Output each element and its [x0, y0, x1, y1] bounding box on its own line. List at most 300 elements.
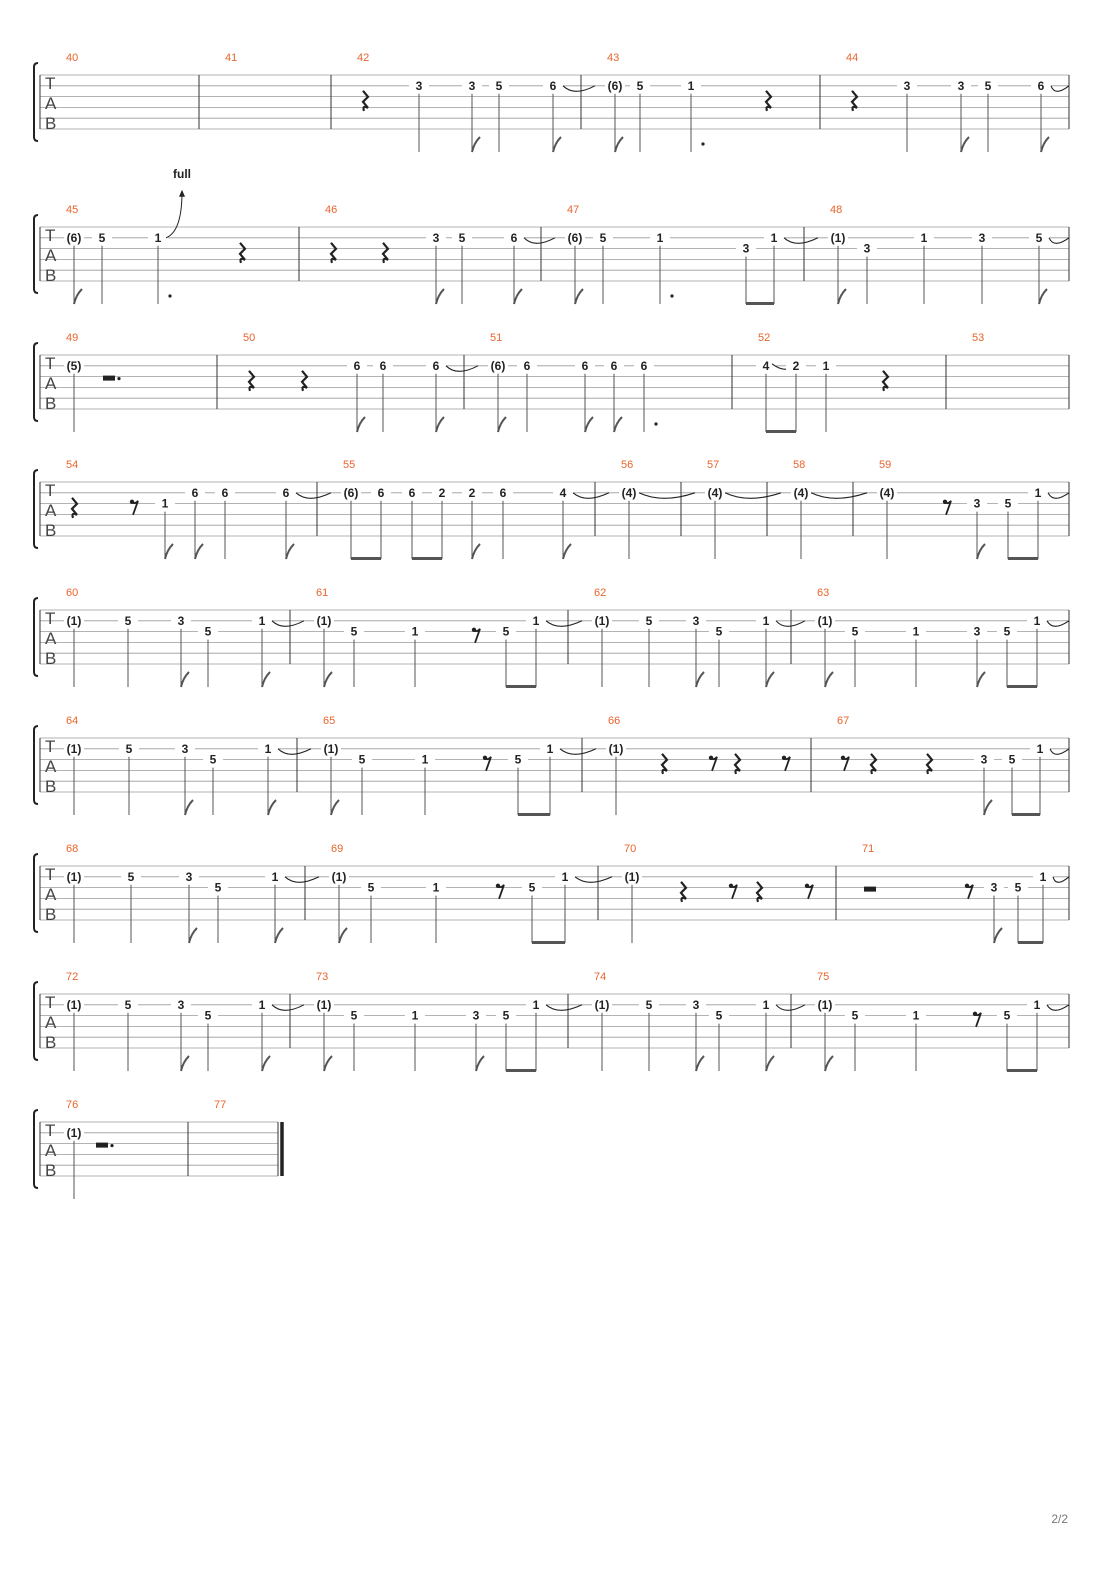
note-flag	[615, 137, 623, 152]
note-flag	[696, 1056, 704, 1071]
fret-number: (6)	[567, 230, 583, 245]
tab-clef-letter: A	[45, 1013, 57, 1032]
fret-number: 6	[353, 358, 361, 373]
tie	[524, 238, 555, 244]
system-4	[34, 459, 1069, 560]
measure-69	[329, 843, 612, 944]
beam	[1012, 813, 1040, 816]
measure-number: 56	[621, 459, 634, 471]
fret-number: 5	[1003, 624, 1011, 639]
tab-clef-letter: A	[45, 501, 57, 520]
measure-75	[815, 971, 1069, 1072]
tie	[725, 493, 781, 499]
measure-67	[837, 715, 1069, 816]
rest-dot	[110, 1144, 113, 1147]
fret-number: 6	[282, 485, 290, 500]
fret-number: (6)	[607, 78, 623, 93]
dot	[654, 422, 657, 425]
fret-number: 3	[973, 496, 981, 511]
measure-42	[357, 52, 595, 152]
measure-number: 51	[490, 332, 503, 344]
fret-number: 6	[549, 78, 557, 93]
eighth-rest-dot	[130, 500, 134, 504]
note-flag	[766, 1056, 774, 1071]
note-flag	[825, 672, 833, 687]
system-bracket	[34, 982, 38, 1060]
fret-number: 1	[264, 741, 272, 756]
measure-number: 60	[66, 587, 79, 599]
note-flag	[74, 289, 82, 304]
fret-number: 3	[990, 880, 998, 895]
note-flag	[472, 137, 480, 152]
measure-53	[972, 332, 984, 344]
tab-clef-letter: A	[45, 885, 57, 904]
measure-58	[791, 459, 867, 559]
tab-clef-letter: B	[45, 649, 57, 668]
system-bracket	[34, 598, 38, 676]
quarter-rest	[871, 754, 876, 774]
fret-number: 1	[258, 997, 266, 1012]
fret-number: 6	[377, 485, 385, 500]
measure-46	[325, 204, 555, 304]
eighth-rest-dot	[841, 756, 845, 760]
fret-number: 6	[510, 230, 518, 245]
note-flag	[472, 544, 480, 559]
note-flag	[331, 800, 339, 815]
measure-number: 49	[66, 332, 79, 344]
measure-number: 45	[66, 204, 79, 216]
measure-number: 76	[66, 1099, 79, 1111]
fret-number: 6	[610, 358, 618, 373]
fret-number: 5	[599, 230, 607, 245]
bend-arrow	[166, 192, 182, 238]
tab-clef-letter: B	[45, 266, 57, 285]
tie	[1053, 877, 1069, 883]
note-flag	[195, 544, 203, 559]
beam	[1007, 685, 1037, 688]
note-flag	[696, 672, 704, 687]
beam	[532, 941, 565, 944]
system-2	[34, 167, 1069, 305]
tab-clef-letter: T	[45, 74, 56, 93]
tab-clef-letter: A	[45, 246, 57, 265]
quarter-rest	[302, 371, 307, 391]
fret-number: 1	[432, 880, 440, 895]
measure-number: 52	[758, 332, 771, 344]
fret-number: 1	[532, 613, 540, 628]
fret-number: 4	[559, 485, 567, 500]
fret-number: 5	[1004, 496, 1012, 511]
fret-number: 5	[204, 1008, 212, 1023]
quarter-rest	[331, 243, 336, 263]
measure-50	[243, 332, 478, 432]
measure-68	[64, 843, 319, 943]
beam	[1007, 1069, 1037, 1072]
fret-number: 1	[920, 230, 928, 245]
fret-number: 5	[358, 752, 366, 767]
tie	[1047, 1005, 1069, 1011]
tab-clef-letter: B	[45, 394, 57, 413]
fret-number: 3	[692, 997, 700, 1012]
measure-72	[64, 971, 304, 1071]
measure-52	[756, 332, 888, 433]
fret-number: 6	[523, 358, 531, 373]
fret-number: 3	[181, 741, 189, 756]
fret-number: 1	[532, 997, 540, 1012]
measure-76	[64, 1099, 114, 1199]
measure-71	[862, 843, 1069, 944]
system-8	[34, 971, 1069, 1072]
fret-number: 1	[546, 741, 554, 756]
measure-number: 47	[567, 204, 580, 216]
quarter-rest	[240, 243, 245, 263]
bend-label: full	[173, 166, 191, 181]
fret-number: 3	[432, 230, 440, 245]
eighth-rest-dot	[729, 884, 733, 888]
fret-number: 3	[692, 613, 700, 628]
fret-number: 5	[98, 230, 106, 245]
note-flag	[766, 672, 774, 687]
note-flag	[324, 672, 332, 687]
note-flag	[436, 417, 444, 432]
measure-number: 54	[66, 459, 79, 471]
fret-number: 5	[715, 624, 723, 639]
bend-arrowhead	[179, 190, 185, 197]
tie	[1051, 86, 1069, 92]
fret-number: (4)	[707, 485, 723, 500]
note-flag	[977, 672, 985, 687]
fret-number: 1	[411, 624, 419, 639]
tie	[573, 493, 609, 499]
measure-47	[565, 204, 818, 305]
system-bracket	[34, 343, 38, 421]
fret-number: 6	[581, 358, 589, 373]
fret-number: 5	[124, 997, 132, 1012]
tab-clef-letter: B	[45, 905, 57, 924]
measure-49	[64, 332, 121, 432]
measure-62	[592, 587, 805, 687]
fret-number: 1	[161, 496, 169, 511]
quarter-rest	[927, 754, 932, 774]
tie	[285, 877, 319, 883]
fret-number: 5	[984, 78, 992, 93]
page-number: 2/2	[1051, 1512, 1068, 1526]
fret-number: 1	[421, 752, 429, 767]
measure-54	[66, 459, 331, 559]
beam	[506, 1069, 536, 1072]
tie	[446, 366, 478, 372]
measure-number: 70	[624, 843, 637, 855]
fret-number: 3	[185, 869, 193, 884]
fret-number: 1	[656, 230, 664, 245]
eighth-rest-dot	[496, 884, 500, 888]
fret-number: 5	[645, 997, 653, 1012]
fret-number: (1)	[817, 613, 833, 628]
tie	[563, 86, 595, 92]
measure-59	[877, 459, 1069, 560]
fret-number: 1	[258, 613, 266, 628]
beam	[412, 557, 442, 560]
fret-number: 5	[502, 624, 510, 639]
fret-number: 1	[770, 230, 778, 245]
measure-number: 58	[793, 459, 806, 471]
system-bracket	[34, 215, 38, 293]
measure-56	[619, 459, 695, 559]
note-flag	[984, 800, 992, 815]
fret-number: 5	[645, 613, 653, 628]
fret-number: 1	[687, 78, 695, 93]
note-flag	[585, 417, 593, 432]
quarter-rest	[662, 754, 667, 774]
measure-57	[705, 459, 781, 559]
note-flag	[498, 417, 506, 432]
measure-number: 71	[862, 843, 875, 855]
tab-clef-letter: T	[45, 737, 56, 756]
note-flag	[324, 1056, 332, 1071]
note-flag	[275, 928, 283, 943]
tab-clef-letter: T	[45, 865, 56, 884]
fret-number: 5	[350, 624, 358, 639]
tab-clef-letter: A	[45, 757, 57, 776]
measure-61	[314, 587, 582, 688]
fret-number: 3	[472, 1008, 480, 1023]
tab-clef-letter: A	[45, 1141, 57, 1160]
fret-number: 1	[1036, 741, 1044, 756]
tie	[784, 238, 818, 244]
quarter-rest	[883, 371, 888, 391]
dot	[670, 294, 673, 297]
measure-48	[828, 204, 1069, 304]
measure-51	[488, 332, 658, 432]
tab-clef-letter: A	[45, 94, 57, 113]
fret-number: 5	[495, 78, 503, 93]
measure-70	[622, 843, 813, 943]
note-flag	[189, 928, 197, 943]
fret-number: 3	[980, 752, 988, 767]
dot	[701, 142, 704, 145]
fret-number: 5	[1003, 1008, 1011, 1023]
measure-number: 44	[846, 52, 859, 64]
note-flag	[961, 137, 969, 152]
tie	[639, 493, 695, 499]
note-flag	[575, 289, 583, 304]
note-flag	[476, 1056, 484, 1071]
note-flag	[165, 544, 173, 559]
fret-number: 5	[367, 880, 375, 895]
fret-number: 6	[1037, 78, 1045, 93]
measure-number: 48	[830, 204, 843, 216]
tab-clef-letter: T	[45, 354, 56, 373]
quarter-rest	[766, 91, 771, 111]
tie	[272, 621, 304, 627]
fret-number: 6	[499, 485, 507, 500]
fret-number: 5	[528, 880, 536, 895]
measure-number: 64	[66, 715, 79, 727]
fret-number: (6)	[343, 485, 359, 500]
eighth-rest-dot	[973, 1012, 977, 1016]
quarter-rest	[681, 882, 686, 902]
note-flag	[286, 544, 294, 559]
fret-number: 5	[458, 230, 466, 245]
note-flag	[339, 928, 347, 943]
fret-number: 6	[640, 358, 648, 373]
dot	[168, 294, 171, 297]
fret-number: (1)	[66, 997, 82, 1012]
fret-number: 1	[1039, 869, 1047, 884]
measure-number: 59	[879, 459, 892, 471]
fret-number: (1)	[66, 741, 82, 756]
fret-number: (1)	[830, 230, 846, 245]
beam	[746, 302, 774, 305]
note-flag	[825, 1056, 833, 1071]
system-bracket	[34, 63, 38, 141]
eighth-rest-dot	[965, 884, 969, 888]
eighth-rest-dot	[709, 756, 713, 760]
quarter-rest	[363, 91, 368, 111]
fret-number: 1	[1033, 997, 1041, 1012]
note-flag	[436, 289, 444, 304]
note-flag	[1041, 137, 1049, 152]
system-3	[34, 332, 1069, 433]
fret-number: 2	[438, 485, 446, 500]
measure-65	[321, 715, 596, 816]
system-bracket	[34, 1110, 38, 1188]
note-flag	[181, 1056, 189, 1071]
fret-number: 5	[204, 624, 212, 639]
tab-clef-letter: B	[45, 777, 57, 796]
measure-number: 53	[972, 332, 985, 344]
eighth-rest-dot	[943, 500, 947, 504]
eighth-rest-dot	[805, 884, 809, 888]
fret-number: 1	[822, 358, 830, 373]
eighth-rest-dot	[483, 756, 487, 760]
measure-73	[314, 971, 582, 1072]
tie	[546, 621, 582, 627]
fret-number: (1)	[323, 741, 339, 756]
measure-44	[846, 52, 1069, 152]
measure-number: 77	[214, 1099, 227, 1111]
tie	[546, 1005, 582, 1011]
system-bracket	[34, 726, 38, 804]
system-6	[34, 715, 1069, 816]
measure-64	[64, 715, 311, 815]
fret-number: 3	[468, 78, 476, 93]
measure-43	[605, 52, 771, 152]
system-1	[34, 52, 1069, 152]
note-flag	[185, 800, 193, 815]
fret-number: (1)	[608, 741, 624, 756]
note-flag	[563, 544, 571, 559]
fret-number: (1)	[594, 997, 610, 1012]
fret-number: 5	[124, 613, 132, 628]
measure-number: 67	[837, 715, 850, 727]
fret-number: (1)	[66, 869, 82, 884]
fret-number: 5	[1008, 752, 1016, 767]
measure-number: 74	[594, 971, 607, 983]
half-rest	[864, 887, 876, 892]
fret-number: 1	[762, 997, 770, 1012]
measure-number: 43	[607, 52, 620, 64]
fret-number: 5	[851, 1008, 859, 1023]
quarter-rest	[72, 498, 77, 518]
tie	[296, 493, 331, 499]
tab-clef-letter: B	[45, 521, 57, 540]
tab-clef-letter: A	[45, 374, 57, 393]
fret-number: 3	[177, 997, 185, 1012]
fret-number: (1)	[66, 1125, 82, 1140]
measure-number: 61	[316, 587, 329, 599]
fret-number: 6	[221, 485, 229, 500]
fret-number: 1	[762, 613, 770, 628]
fret-number: 5	[125, 741, 133, 756]
tie	[272, 1005, 304, 1011]
note-flag	[514, 289, 522, 304]
note-flag	[357, 417, 365, 432]
beam	[506, 685, 536, 688]
measure-number: 65	[323, 715, 336, 727]
quarter-rest	[383, 243, 388, 263]
measure-number: 75	[817, 971, 830, 983]
fret-number: 5	[1035, 230, 1043, 245]
fret-number: 1	[561, 869, 569, 884]
fret-number: 2	[468, 485, 476, 500]
tab-clef-letter: T	[45, 609, 56, 628]
measure-66	[606, 715, 790, 815]
tab-clef-letter: A	[45, 629, 57, 648]
note-flag	[262, 1056, 270, 1071]
measure-number: 42	[357, 52, 370, 64]
fret-number: (4)	[621, 485, 637, 500]
system-9	[34, 1099, 282, 1199]
fret-number: 4	[762, 358, 770, 373]
fret-number: 1	[912, 624, 920, 639]
fret-number: (1)	[594, 613, 610, 628]
note-flag	[977, 544, 985, 559]
fret-number: 5	[636, 78, 644, 93]
measure-number: 40	[66, 52, 79, 64]
fret-number: 6	[191, 485, 199, 500]
quarter-rest	[852, 91, 857, 111]
fret-number: (1)	[331, 869, 347, 884]
quarter-rest	[735, 754, 740, 774]
fret-number: 3	[973, 624, 981, 639]
eighth-rest-dot	[782, 756, 786, 760]
fret-number: 3	[957, 78, 965, 93]
note-flag	[838, 289, 846, 304]
measure-number: 69	[331, 843, 344, 855]
fret-number: 3	[177, 613, 185, 628]
beam	[351, 557, 381, 560]
tie	[1050, 749, 1069, 755]
tab-clef-letter: T	[45, 993, 56, 1012]
beam	[766, 430, 796, 433]
measure-number: 73	[316, 971, 329, 983]
fret-number: 5	[209, 752, 217, 767]
fret-number: (4)	[793, 485, 809, 500]
fret-number: 5	[214, 880, 222, 895]
measure-number: 46	[325, 204, 338, 216]
fret-number: 6	[379, 358, 387, 373]
fret-number: 3	[903, 78, 911, 93]
fret-number: 2	[792, 358, 800, 373]
measure-60	[64, 587, 304, 687]
fret-number: (6)	[490, 358, 506, 373]
fret-number: 5	[350, 1008, 358, 1023]
beam	[518, 813, 550, 816]
measure-number: 72	[66, 971, 79, 983]
measure-45	[64, 167, 245, 304]
system-bracket	[34, 470, 38, 548]
